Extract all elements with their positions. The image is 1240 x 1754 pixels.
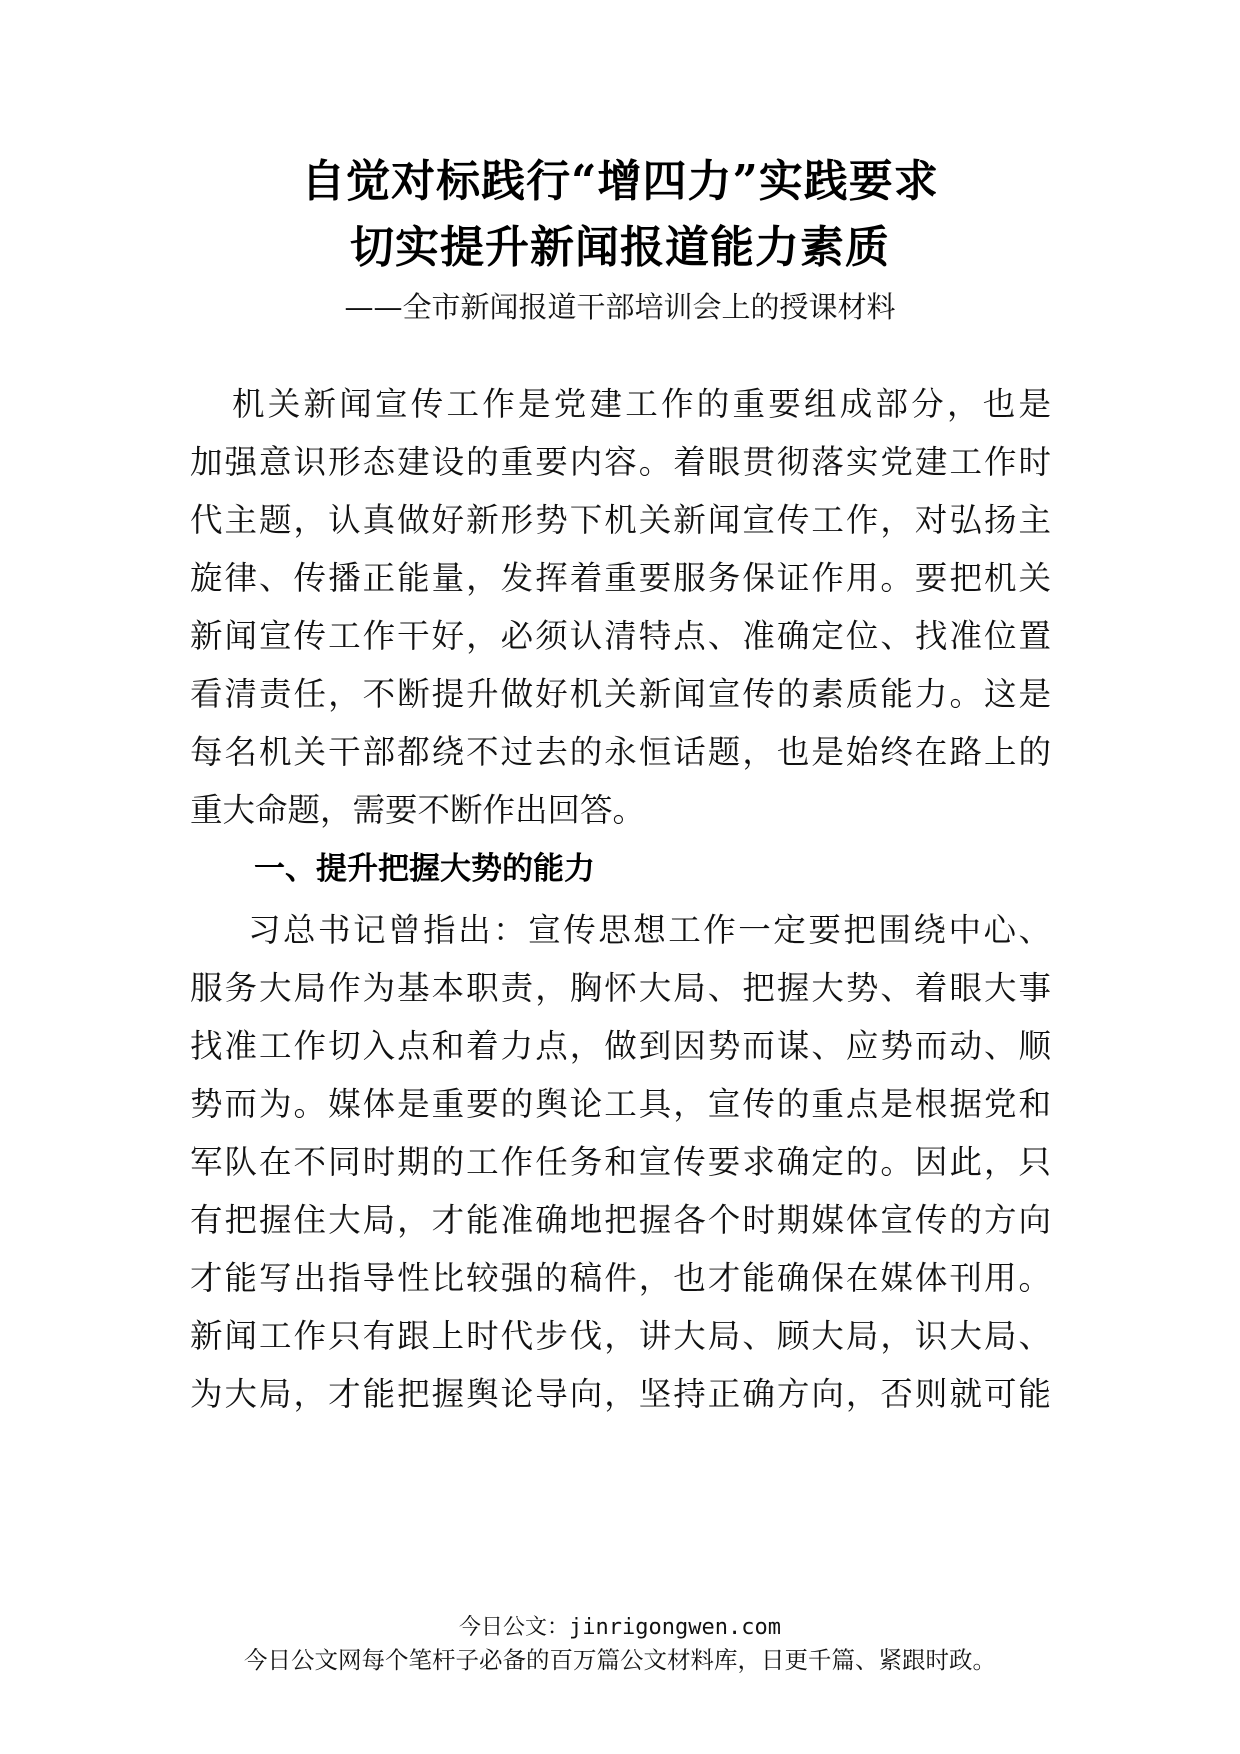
paragraph-2-line: 才能写出指导性比较强的稿件，也才能确保在媒体刊用。 bbox=[190, 1259, 1051, 1297]
footer-site-label: 今日公文： bbox=[459, 1615, 570, 1640]
document-title-line-2: 切实提升新闻报道能力素质 bbox=[350, 222, 890, 273]
paragraph-2-line: 习总书记曾指出：宣传思想工作一定要把围绕中心、 bbox=[248, 911, 1051, 949]
footer-site-url[interactable]: jinrigongwen.com bbox=[569, 1615, 781, 1640]
paragraph-1-line: 旋律、传播正能量，发挥着重要服务保证作用。要把机关 bbox=[190, 559, 1051, 597]
paragraph-2-line: 服务大局作为基本职责，胸怀大局、把握大势、着眼大事 bbox=[190, 969, 1051, 1007]
footer-site bbox=[0, 1613, 1240, 1643]
paragraph-2-line: 军队在不同时期的工作任务和宣传要求确定的。因此，只 bbox=[190, 1143, 1051, 1181]
document-title-line-1: 自觉对标践行“增四力”实践要求 bbox=[301, 156, 939, 207]
paragraph-1-line: 新闻宣传工作干好，必须认清特点、准确定位、找准位置 bbox=[190, 617, 1051, 655]
paragraph-1-line: 代主题，认真做好新形势下机关新闻宣传工作，对弘扬主 bbox=[190, 501, 1051, 539]
paragraph-1-line: 每名机关干部都绕不过去的永恒话题，也是始终在路上的 bbox=[190, 733, 1051, 771]
paragraph-2-line: 势而为。媒体是重要的舆论工具，宣传的重点是根据党和 bbox=[190, 1085, 1051, 1123]
paragraph-2-line: 新闻工作只有跟上时代步伐，讲大局、顾大局，识大局、 bbox=[190, 1317, 1051, 1355]
paragraph-2-line: 找准工作切入点和着力点，做到因势而谋、应势而动、顺 bbox=[190, 1027, 1051, 1065]
paragraph-1-line: 机关新闻宣传工作是党建工作的重要组成部分，也是 bbox=[232, 385, 1051, 423]
paragraph-1-line: 加强意识形态建设的重要内容。着眼贯彻落实党建工作时 bbox=[190, 443, 1051, 481]
footer-slogan: 今日公文网每个笔杆子必备的百万篇公文材料库，日更千篇、紧跟时政。 bbox=[244, 1646, 996, 1674]
paragraph-2-line: 为大局，才能把握舆论导向，坚持正确方向，否则就可能 bbox=[190, 1375, 1051, 1413]
paragraph-1-line-last: 重大命题，需要不断作出回答。 bbox=[190, 791, 646, 829]
paragraph-1-line: 看清责任，不断提升做好机关新闻宣传的素质能力。这是 bbox=[190, 675, 1051, 713]
document-subtitle: ——全市新闻报道干部培训会上的授课材料 bbox=[344, 290, 896, 324]
paragraph-2-line: 有把握住大局，才能准确地把握各个时期媒体宣传的方向 bbox=[190, 1201, 1051, 1239]
section-1-heading: 一、提升把握大势的能力 bbox=[254, 851, 595, 887]
